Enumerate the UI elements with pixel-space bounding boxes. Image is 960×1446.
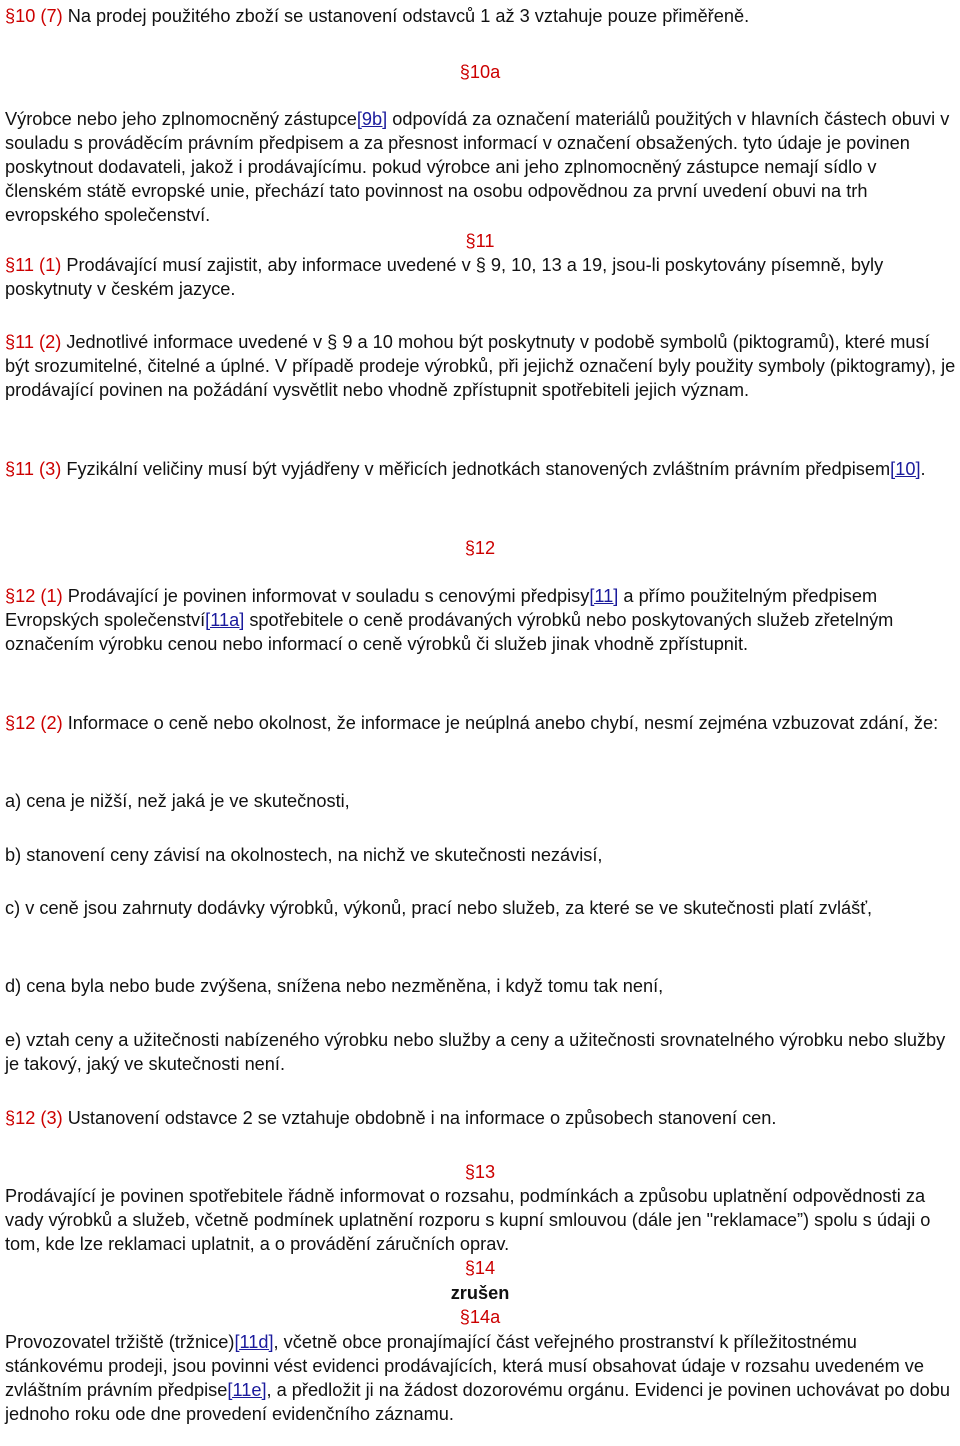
list-item-b: b) stanovení ceny závisí na okolnostech, na nichž ve skutečnosti nezávisí,	[5, 845, 603, 865]
paragraph-text: Prodávající je povinen informovat v souladu s cenovými předpisy	[62, 586, 590, 606]
footnote-link-11e[interactable]: [11e]	[227, 1380, 267, 1400]
heading-10a: §10a	[459, 62, 501, 82]
section-mark: §10 (7)	[5, 6, 63, 26]
paragraph-text: Informace o ceně nebo okolnost, že informace je neúplná anebo chybí, nesmí zejména vzbuzovat zdání, že:	[62, 713, 939, 733]
heading-14a: §14a	[459, 1307, 501, 1327]
paragraph-text: Výrobce nebo jeho zplnomocněný zástupce	[5, 109, 357, 129]
paragraph-13: Prodávající je povinen spotřebitele řádně informovat o rozsahu, podmínkách a způsobu uplatnění odpovědnosti za vady výrobků a služeb, včetně podmínek uplatnění rozporu s kupní smlouvou (dále jen "reklamace”) spolu s údaji o tom, kde lze reklamaci uplatnit, a o provádění záručních oprav.	[5, 1186, 936, 1254]
paragraph-text: a přímo použitelným předpisem Evropských společenství	[5, 586, 883, 630]
paragraph-text: Jednotlivé informace uvedené v § 9 a 10 mohou být poskytnuty v podobě symbolů (piktogramů), které musí být srozumitelné, čitelné a úplné. V případě prodeje výrobků, při jejichž označení byly použity symboly (piktogramy), je prodávající povinen na požádání vysvětlit nebo vhodně zpřístupnit spotřebiteli jejich význam.	[5, 332, 960, 400]
paragraph-11-1	[5, 253, 957, 301]
paragraph-text: Prodávající musí zajistit, aby informace uvedené v § 9, 10, 13 a 19, jsou-li poskytovány písemně, byly poskytnuty v českém jazyce.	[5, 255, 889, 299]
list-item-c: c) v ceně jsou zahrnuty dodávky výrobků, výkonů, prací nebo služeb, za které se ve skutečnosti platí zvlášť,	[5, 898, 873, 918]
paragraph-11-2	[5, 330, 960, 402]
paragraph-12-3	[5, 1106, 957, 1130]
paragraph-text: Na prodej použitého zboží se ustanovení odstavců 1 až 3 vztahuje pouze přiměřeně.	[62, 6, 750, 26]
heading-13: §13	[464, 1162, 496, 1182]
paragraph-10a	[5, 107, 957, 227]
paragraph-text: Fyzikální veličiny musí být vyjádřeny v měřicích jednotkách stanovených zvláštním právním předpisem	[61, 459, 891, 479]
footnote-link-11[interactable]: [11]	[589, 586, 619, 606]
paragraph-11-3	[5, 457, 957, 481]
list-item-e: e) vztah ceny a užitečnosti nabízeného výrobku nebo služby a ceny a užitečnosti srovnatelného výrobku nebo služby je takový, jaký ve skutečnosti není.	[5, 1030, 951, 1074]
paragraph-text: , a předložit ji na žádost dozorovému orgánu. Evidenci je povinen uchovávat po dobu jednoho roku ode dne provedení evidenčního záznamu.	[5, 1380, 956, 1424]
paragraph-text: Provozovatel tržiště (tržnice)	[5, 1332, 235, 1352]
footnote-link-9b[interactable]: [9b]	[356, 109, 388, 129]
paragraph-12-2	[5, 711, 957, 735]
section-mark: §12 (2)	[5, 713, 63, 733]
paragraph-14a	[5, 1330, 957, 1426]
paragraph-text: Ustanovení odstavce 2 se vztahuje obdobně i na informace o způsobech stanovení cen.	[62, 1108, 777, 1128]
repealed-label: zrušen	[450, 1283, 510, 1303]
section-mark: §11 (1)	[5, 255, 62, 275]
paragraph-text: spotřebitele o ceně prodávaných výrobků nebo poskytovaných služeb zřetelným označením výrobku cenou nebo informací o ceně výrobků či služeb jinak vhodně zpřístupnit.	[5, 610, 899, 654]
footnote-link-10[interactable]: [10]	[890, 459, 921, 479]
paragraph-text: odpovídá za označení materiálů použitých v hlavních částech obuvi v souladu s prováděcím právním předpisem a za přesnost informací v označení obsažených. tyto údaje je povinen poskytnout dodavateli, jakož i prodávajícímu. pokud výrobce ani jeho zplnomocněný zástupce nemají sídlo v členském státě evropské unie, přechází tato povinnost na osobu odpovědnou za první uvedení obuvi na trh evropského společenství.	[5, 109, 955, 225]
list-item-d: d) cena byla nebo bude zvýšena, snížena nebo nezměněna, i když tomu tak není,	[5, 976, 664, 996]
heading-11: §11	[465, 231, 495, 251]
heading-14: §14	[464, 1258, 496, 1278]
paragraph-12-1	[5, 584, 957, 656]
section-mark: §11 (3)	[5, 459, 62, 479]
section-mark: §11 (2)	[5, 332, 62, 352]
footnote-link-11a[interactable]: [11a]	[205, 610, 245, 630]
section-mark: §12 (3)	[5, 1108, 63, 1128]
paragraph-end: .	[920, 459, 926, 479]
list-item-a: a) cena je nižší, než jaká je ve skutečnosti,	[5, 791, 350, 811]
footnote-link-11d[interactable]: [11d]	[234, 1332, 274, 1352]
section-mark: §12 (1)	[5, 586, 63, 606]
paragraph-10-7	[5, 4, 957, 28]
heading-12: §12	[464, 538, 496, 558]
paragraph-text: , včetně obce pronajímající část veřejného prostranství k příležitostnému stánkovému prodeji, jsou povinni vést evidenci prodávajících, která musí obsahovat údaje v rozsahu uvedeném ve zvláštním právním předpise	[5, 1332, 930, 1400]
